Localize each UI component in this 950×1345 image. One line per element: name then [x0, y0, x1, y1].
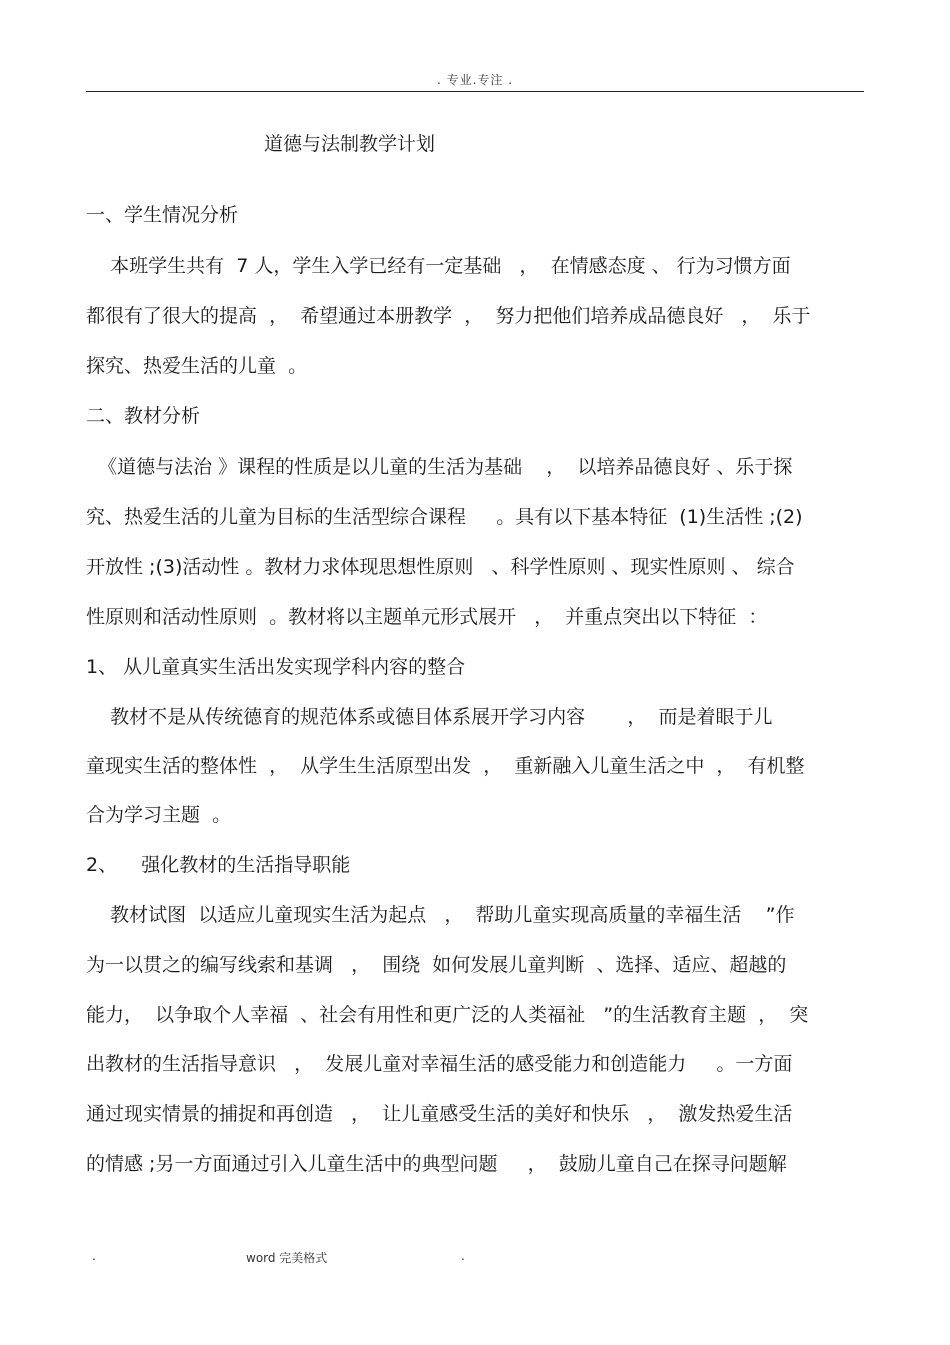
document-title: 道德与法制教学计划: [264, 133, 436, 155]
footer-text: word 完美格式: [246, 1251, 328, 1265]
text-line: 的情感 ;另一方面通过引入儿童生活中的典型问题 ， 鼓励儿童自己在探寻问题解: [86, 1153, 787, 1175]
text-line: 出教材的生活指导意识 ， 发展儿童对幸福生活的感受能力和创造能力 。一方面: [86, 1053, 793, 1075]
subsection-heading-2: 2、 强化教材的生活指导职能: [86, 854, 351, 876]
text-line: 探究、热爱生活的儿童 。: [86, 355, 308, 377]
text-line: 教材试图 以适应儿童现实生活为起点 ， 帮助儿童实现高质量的幸福生活 ”作: [86, 904, 795, 926]
text-line: 都很有了很大的提高 ， 希望通过本册教学 ， 努力把他们培养成品德良好 ， 乐于: [86, 305, 811, 327]
header-divider: [86, 91, 864, 92]
text-line: 能力， 以争取个人幸福 、社会有用性和更广泛的人类福祉 ”的生活教育主题 ， 突: [86, 1004, 809, 1026]
header-text: . 专业.专注 .: [436, 73, 514, 87]
section-heading-textbook-analysis: 二、教材分析: [86, 405, 201, 427]
text-line: 开放性 ;(3)活动性 。教材力求体现思想性原则 、科学性原则 、现实性原则 、 综合: [86, 556, 795, 578]
text-line: 《道德与法治 》课程的性质是以儿童的生活为基础 ， 以培养品德良好 、乐于探: [86, 456, 793, 478]
section-heading-student-analysis: 一、学生情况分析: [86, 204, 239, 226]
subsection-heading-1: 1、 从儿童真实生活出发实现学科内容的整合: [86, 656, 466, 678]
text-line: 教材不是从传统德育的规范体系或德目体系展开学习内容 ， 而是着眼于儿: [86, 706, 773, 728]
text-line: 童现实生活的整体性 ， 从学生生活原型出发 ， 重新融入儿童生活之中 ， 有机整: [86, 755, 805, 777]
footer-right-dot: .: [461, 1249, 465, 1263]
text-line: 合为学习主题 。: [86, 804, 232, 826]
text-line: 本班学生共有 7 人，学生入学已经有一定基础 ， 在情感态度 、 行为习惯方面: [86, 255, 791, 277]
text-line: 为一以贯之的编写线索和基调 ， 围绕 如何发展儿童判断 、选择、适应、超越的: [86, 954, 787, 976]
text-line: 性原则和活动性原则 。教材将以主题单元形式展开 ， 并重点突出以下特征 ：: [86, 606, 768, 628]
footer-left-dot: .: [92, 1249, 96, 1263]
text-line: 通过现实情景的捕捉和再创造 ， 让儿童感受生活的美好和快乐 ， 激发热爱生活: [86, 1103, 793, 1125]
text-line: 究、热爱生活的儿童为目标的生活型综合课程 。具有以下基本特征 (1)生活性 ;(2): [86, 506, 803, 528]
